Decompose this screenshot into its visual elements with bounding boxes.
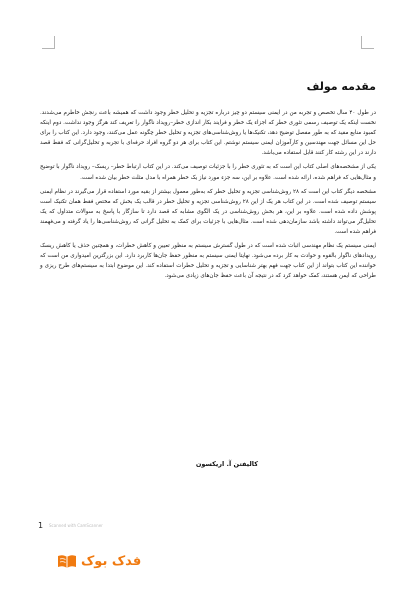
book-icon [56,552,78,570]
scanner-watermark: Scanned with CamScanner [49,523,103,528]
page-number: 1 [38,521,44,530]
body-text [40,108,376,286]
author-signature: کالیفتن آ. اریکسون [195,460,258,468]
crop-mark-top-right [361,36,374,49]
paragraph-4: ایمنی سیستم یک نظام مهندسی اثبات شده است که در طول گسترش سیستم به منظور تعیین و کاهش خطرات، و همچنین حذف یا کاهش ریسک رویدادهای ناگوار بالقوه و حوادث به کار برده می‌شود. نهایتا ایمنی سیستم به منظور حفظ جان‌ها کاربرد دارد. این بزرگترین امیدواری من است که خواننده این کتاب بتواند از این کتاب جهت فهم بهتر شناسایی و تجزیه و تحلیل خطرات استفاده کند. این موضوع ابتدا به سیستم‌های طرح ریزی و طراحی که ایمن هستند، کمک خواهد کرد که در نتیجه آن باعث حفظ جان‌های زیادی می‌شود. [40,243,376,280]
paragraph-2: یکی از مشخصه‌های اصلی کتاب این است که به تئوری خطر را با جزئیات توصیف می‌کند. در این کتاب ارتباط خطر– ریسک– رویداد ناگوار با توضیح و مثال‌هایی که فراهم شده، ارائه شده است. علاوه بر این، سه جزء مورد نیاز یک خطر همراه با مدل مثلث خطر بیان شده است. [40,164,376,181]
paragraph-1: در طول ۴۰ سال تخصص و تجربه من در ایمنی سیستم دو چیز درباره تجزیه و تحلیل خطر وجود داشت که همیشه باعث رنجش خاطرم می‌شدند. نخست اینکه یک توصیف رسمی تئوری خطر که اجزاء یک خطر و فرایند بکار اندازی خطر–رویداد ناگوار را تعریف کند هرگز وجود نداشت. دوم اینکه کمبود منابع مفید که به طور مفصل توضیح دهد، تکنیک‌ها یا روش‌شناسی‌های تجزیه و تحلیل خطر چگونه عمل می‌کنند، وجود دارد. این کتاب را برای حل این مسائل جهت مهندسین و کارآموزان ایمنی سیستم نوشتم. این کتاب برای هر دو گروه افراد حرفه‌ای با تجربه و تحلیل‌گرانی که فقط قصد دارند در این رشته کار کنند قابل استفاده می‌باشد. [40,110,376,157]
logo-text: فدک بوک [81,553,142,569]
crop-mark-top-left [42,36,55,49]
paragraph-3: مشخصه دیگر کتاب این است که ۲۸ روش‌شناسی تجزیه و تحلیل خطر که به‌طور معمول بیشتر از بقیه مورد استفاده قرار می‌گیرند در نظام ایمنی سیستم توصیف شده است. در این کتاب هر یک از این ۲۸ روش‌شناسی تجزیه و تحلیل خطر در قالب یک بخش که مختص فقط همان تکنیک است پوشش داده شده است. علاوه بر این، هر بخش روش‌شناسی در یک الگوی مشابه که قصد دارد تا سازگار با پاسخ به سوالات متداول که یک تحلیل‌گر می‌تواند داشته باشد سازمان‌دهی شده است. مثال‌هایی با جزئیات برای کمک به تحلیل گرانی که روش‌شناسی‌ها را یاد گرفته و می‌فهمند فراهم شده است. [40,188,376,236]
page-title: مقدمه مولف [306,80,376,93]
publisher-logo [56,551,141,571]
